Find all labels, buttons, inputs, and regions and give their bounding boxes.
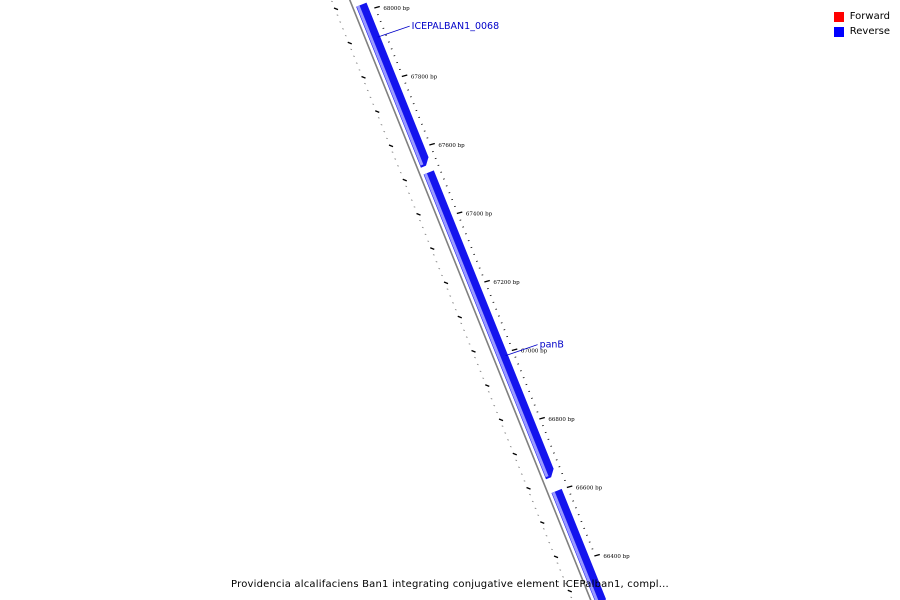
gc-tick (408, 193, 410, 194)
gc-tick (411, 200, 413, 201)
gc-tick (428, 241, 430, 242)
gc-skew-ticks (331, 1, 575, 600)
gc-tick (414, 207, 416, 208)
gc-tick (373, 104, 375, 105)
gc-tick (340, 22, 342, 23)
gc-tick (560, 570, 562, 571)
gc-tick (513, 453, 517, 455)
gc-tick (543, 529, 545, 530)
gc-tick (419, 220, 421, 221)
gc-tick (334, 8, 338, 10)
gc-tick (400, 172, 402, 173)
ruler-label: 66400 bp (603, 554, 630, 560)
gc-tick (461, 323, 463, 324)
gc-tick (485, 385, 489, 387)
gc-tick (532, 501, 534, 502)
gc-tick (417, 214, 421, 216)
gc-tick (356, 63, 358, 64)
gc-tick (518, 467, 520, 468)
gc-tick (549, 542, 551, 543)
gc-tick (378, 118, 380, 119)
gc-tick (345, 35, 347, 36)
gc-tick (466, 337, 468, 338)
gc-tick (496, 412, 498, 413)
gc-tick (491, 398, 493, 399)
feature-track (356, 3, 606, 600)
ruler-major-tick (429, 144, 434, 146)
gc-tick (527, 488, 531, 490)
gc-tick (568, 590, 572, 592)
ruler-major-tick (484, 281, 489, 283)
gc-tick (392, 152, 394, 153)
gc-tick (554, 556, 558, 558)
gc-tick (499, 419, 503, 421)
gc-tick (362, 77, 366, 79)
gc-tick (351, 49, 353, 50)
gc-tick (436, 261, 438, 262)
gc-tick (488, 392, 490, 393)
gc-tick (557, 563, 559, 564)
strand-legend (834, 9, 890, 39)
gc-tick (502, 426, 504, 427)
gc-tick (384, 131, 386, 132)
reverse-swatch (834, 27, 844, 37)
gc-tick (342, 29, 344, 30)
forward-label: Forward (849, 11, 890, 22)
ruler-label: 67200 bp (493, 280, 520, 286)
ruler-label: 66800 bp (548, 417, 575, 423)
ruler-major-tick (567, 486, 572, 488)
ruler-major-tick (512, 349, 517, 351)
gc-tick (450, 296, 452, 297)
gc-tick (455, 309, 457, 310)
forward-swatch (834, 12, 844, 22)
legend-forward (834, 9, 890, 24)
ruler-label: 67000 bp (520, 348, 548, 355)
gc-tick (538, 515, 540, 516)
gc-tick (472, 351, 476, 353)
ruler-major-tick (374, 7, 379, 9)
legend-reverse (834, 24, 890, 39)
label-leader (378, 26, 410, 37)
gc-tick (389, 145, 393, 147)
gc-tick (425, 234, 427, 235)
gc-tick (348, 42, 352, 44)
gc-tick (337, 15, 339, 16)
gc-tick (480, 371, 482, 372)
gc-tick (433, 255, 435, 256)
gc-tick (395, 159, 397, 160)
gc-tick (477, 364, 479, 365)
gc-tick (463, 330, 465, 331)
gc-tick (483, 378, 485, 379)
ruler-major-tick (402, 75, 407, 77)
gc-tick (494, 405, 496, 406)
ruler-label: 68000 bp (383, 6, 410, 12)
gc-tick (447, 289, 449, 290)
gc-tick (516, 460, 518, 461)
ruler-label: 67400 bp (465, 211, 493, 218)
gc-tick (364, 83, 366, 84)
ruler-label: 67800 bp (410, 74, 438, 81)
sequence-title: Providencia alcalifaciens Ban1 integrating conjugative element ICEPalban1, compl... (231, 579, 669, 590)
ruler-major-tick (539, 418, 544, 420)
gc-tick (381, 124, 383, 125)
gc-tick (469, 344, 471, 345)
feature-highlight (425, 174, 547, 477)
gc-tick (551, 549, 553, 550)
ruler-label: 66600 bp (575, 485, 603, 492)
gc-tick (359, 70, 361, 71)
ruler-major-tick (594, 555, 599, 557)
gc-tick (535, 508, 537, 509)
gc-tick (331, 1, 333, 2)
feature-label-ICEPALBAN1_0068[interactable]: ICEPALBAN1_0068 (411, 21, 500, 33)
gc-tick (375, 111, 379, 113)
gc-tick (406, 186, 408, 187)
gc-tick (474, 357, 476, 358)
gc-tick (397, 166, 399, 167)
gc-tick (386, 138, 388, 139)
ruler-major-tick (457, 212, 462, 214)
gc-tick (505, 433, 507, 434)
gc-tick (441, 275, 443, 276)
gc-tick (524, 481, 526, 482)
gc-tick (562, 577, 564, 578)
gc-tick (422, 227, 424, 228)
feature-label-panB[interactable]: panB (539, 339, 564, 351)
gc-tick (403, 179, 407, 181)
gc-tick (571, 597, 573, 598)
gc-tick (439, 268, 441, 269)
gc-tick (430, 248, 434, 250)
gc-tick (540, 522, 544, 524)
feature-labels (378, 21, 564, 356)
gc-tick (546, 535, 548, 536)
gc-tick (452, 303, 454, 304)
gc-tick (529, 494, 531, 495)
ruler-label: 67600 bp (438, 143, 465, 149)
gc-tick (458, 316, 462, 318)
reverse-label: Reverse (849, 26, 890, 37)
gc-tick (507, 440, 509, 441)
gc-tick (353, 56, 355, 57)
gc-tick (444, 282, 448, 284)
gc-tick (367, 90, 369, 91)
gc-tick (521, 474, 523, 475)
bp-ruler (374, 6, 630, 560)
gc-tick (370, 97, 372, 98)
gc-tick (510, 446, 512, 447)
